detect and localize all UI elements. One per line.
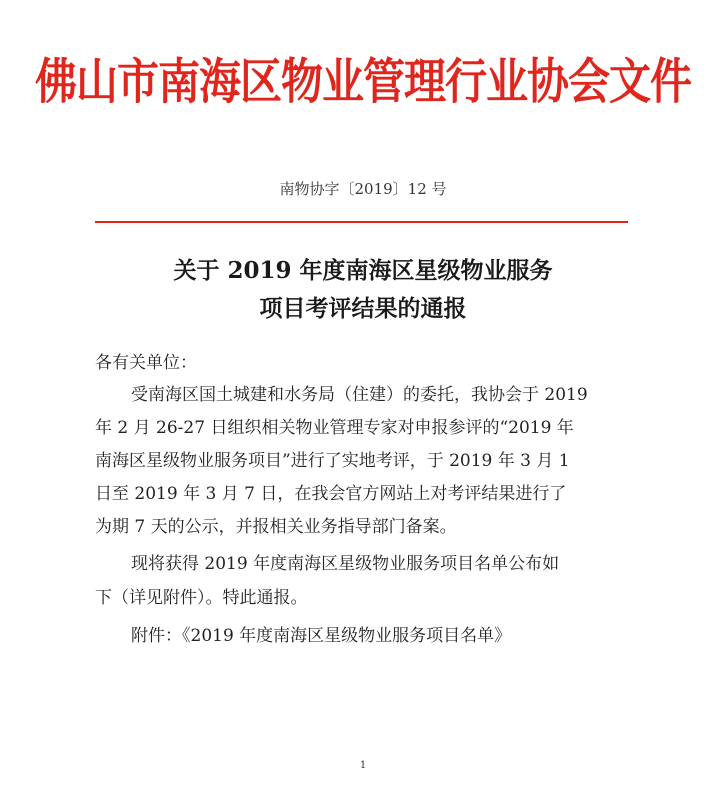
body-line-6: 现将获得 2019 年度南海区星级物业服务项目名单公布如 — [131, 554, 560, 574]
document-title-line-1: 关于 2019 年度南海区星级物业服务 — [173, 257, 553, 284]
page-number: 1 — [359, 760, 367, 771]
body-line-1: 受南海区国土城建和水务局（住建）的委托，我协会于 2019 — [131, 385, 588, 405]
body-line-7: 下（详见附件）。特此通报。 — [95, 588, 308, 608]
body-line-3: 南海区星级物业服务项目”进行了实地考评，于 2019 年 3 月 1 — [95, 451, 570, 471]
red-divider-rule — [95, 221, 628, 223]
salutation: 各有关单位： — [95, 353, 197, 373]
attachment-line: 附件：《2019 年度南海区星级物业服务项目名单》 — [131, 626, 512, 646]
issuer-header-title: 佛山市南海区物业管理行业协会文件 — [34, 53, 691, 110]
body-line-4: 日至 2019 年 3 月 7 日，在我会官方网站上对考评结果进行了 — [95, 484, 567, 504]
body-line-5: 为期 7 天的公示，并报相关业务指导部门备案。 — [95, 517, 457, 537]
document-number: 南物协字〔2019〕12 号 — [279, 180, 447, 198]
document-title-line-2: 项目考评结果的通报 — [259, 295, 467, 322]
body-line-2: 年 2 月 26-27 日组织相关物业管理专家对申报参评的“2019 年 — [95, 418, 574, 438]
